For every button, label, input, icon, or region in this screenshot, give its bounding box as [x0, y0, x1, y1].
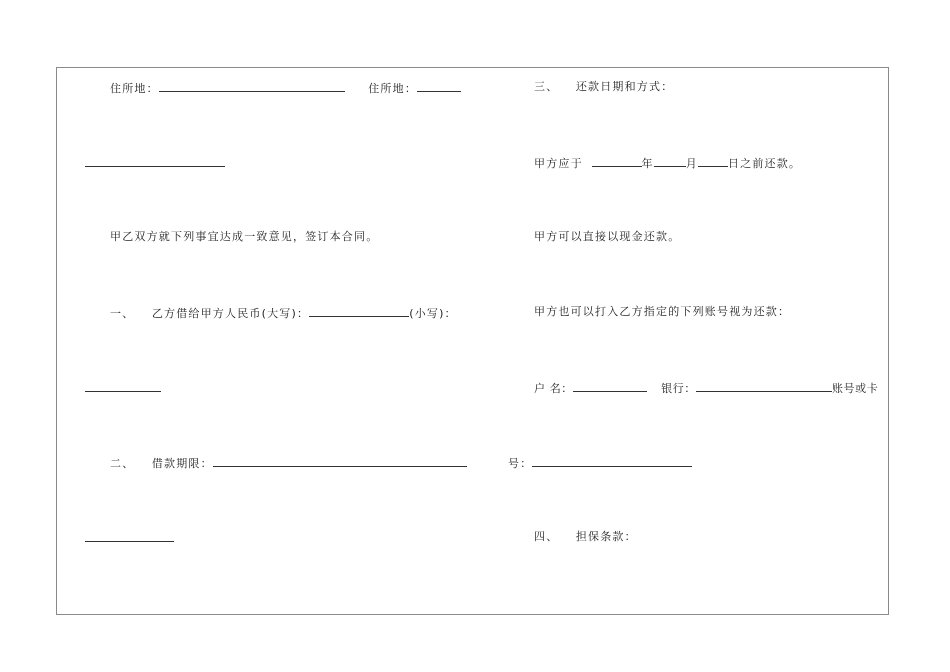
clause2-line [110, 455, 467, 471]
transfer-repayment-line [534, 305, 790, 319]
amount-words-blank[interactable] [309, 305, 409, 317]
residence-line [110, 80, 461, 96]
bank-blank[interactable] [696, 380, 832, 392]
clause1-line [110, 305, 457, 321]
residence-b-label: 住所地： [368, 82, 418, 95]
repay-month-label: 月 [685, 157, 698, 170]
account-number-label-end: 号： [508, 457, 533, 470]
repay-suffix: 日之前还款。 [727, 157, 802, 170]
residence-a-blank[interactable] [159, 80, 345, 92]
repay-day-blank[interactable] [698, 155, 728, 167]
clause3-line [534, 80, 673, 94]
clause1-small-label: (小写)： [409, 307, 457, 320]
transfer-text: 甲方也可以打入乙方指定的下列账号视为还款： [534, 305, 791, 318]
repay-year-blank[interactable] [592, 155, 642, 167]
clause2-text: 借款期限： [151, 457, 213, 470]
account-name-label: 户 名： [534, 382, 573, 395]
agreement-line [110, 230, 378, 244]
residence-continuation-blank[interactable] [85, 166, 225, 167]
clause4-title: 担保条款： [575, 530, 637, 543]
loan-term-continuation-blank[interactable] [85, 541, 174, 542]
account-number-line [508, 455, 692, 471]
amount-figures-blank[interactable] [85, 391, 161, 392]
account-number-label-start: 账号或卡 [831, 382, 879, 395]
residence-b-blank[interactable] [417, 80, 461, 92]
clause1-number: 一、 [110, 307, 135, 320]
agreement-text: 甲乙双方就下列事宜达成一致意见，签订本合同。 [110, 230, 379, 243]
account-info-line [534, 380, 878, 396]
residence-a-label: 住所地： [110, 82, 159, 95]
clause2-number: 二、 [110, 457, 135, 470]
document-page-frame [56, 67, 889, 615]
repay-prefix: 甲方应于 [534, 157, 583, 170]
cash-repayment-line [534, 230, 680, 244]
clause4-number: 四、 [534, 530, 559, 543]
account-number-blank[interactable] [532, 455, 692, 467]
repay-year-label: 年 [641, 157, 654, 170]
clause3-title: 还款日期和方式： [575, 80, 674, 93]
repayment-date-line [534, 155, 801, 171]
clause3-number: 三、 [534, 80, 559, 93]
repay-month-blank[interactable] [654, 155, 686, 167]
bank-label: 银行： [661, 382, 696, 395]
clause4-line [534, 530, 637, 544]
loan-term-blank[interactable] [213, 455, 467, 467]
clause1-text: 乙方借给甲方人民币(大写)： [151, 307, 310, 320]
account-name-blank[interactable] [573, 380, 647, 392]
cash-text: 甲方可以直接以现金还款。 [534, 230, 681, 243]
